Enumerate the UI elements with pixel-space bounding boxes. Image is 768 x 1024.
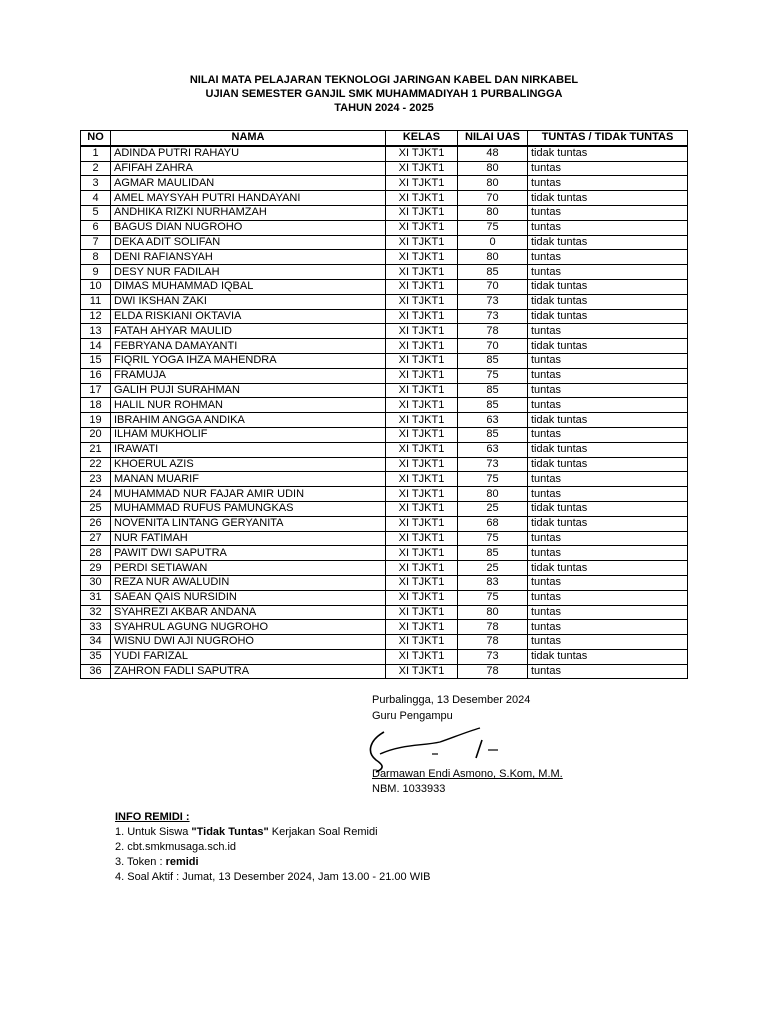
column-header-nilai: NILAI UAS <box>458 131 528 146</box>
cell-status: tidak tuntas <box>528 294 688 309</box>
info-item-4: 4. Soal Aktif : Jumat, 13 Desember 2024, Jam 13.00 - 21.00 WIB <box>115 871 431 883</box>
info-remidi <box>115 810 431 885</box>
table-row <box>81 427 688 442</box>
cell-nama: FRAMUJA <box>111 368 386 383</box>
cell-kelas: XI TJKT1 <box>386 664 458 679</box>
cell-nilai: 80 <box>458 176 528 191</box>
table-row <box>81 501 688 516</box>
cell-nilai: 85 <box>458 398 528 413</box>
cell-nama: FATAH AHYAR MAULID <box>111 324 386 339</box>
table-row <box>81 265 688 280</box>
cell-nilai: 85 <box>458 265 528 280</box>
cell-nilai: 73 <box>458 294 528 309</box>
cell-kelas: XI TJKT1 <box>386 368 458 383</box>
cell-nilai: 73 <box>458 309 528 324</box>
info-item-3 <box>115 855 431 870</box>
cell-status: tuntas <box>528 176 688 191</box>
cell-kelas: XI TJKT1 <box>386 531 458 546</box>
column-header-kelas: KELAS <box>386 131 458 146</box>
cell-nilai: 75 <box>458 531 528 546</box>
cell-status: tidak tuntas <box>528 339 688 354</box>
cell-nama: SAEAN QAIS NURSIDIN <box>111 590 386 605</box>
cell-nama: PERDI SETIAWAN <box>111 561 386 576</box>
cell-kelas: XI TJKT1 <box>386 427 458 442</box>
cell-status: tuntas <box>528 383 688 398</box>
cell-nama: MANAN MUARIF <box>111 472 386 487</box>
info-item-2: 2. cbt.smkmusaga.sch.id <box>115 841 237 853</box>
cell-kelas: XI TJKT1 <box>386 191 458 206</box>
cell-status: tuntas <box>528 161 688 176</box>
cell-nilai: 85 <box>458 383 528 398</box>
cell-nilai: 48 <box>458 146 528 161</box>
cell-kelas: XI TJKT1 <box>386 546 458 561</box>
cell-nama: KHOERUL AZIS <box>111 457 386 472</box>
cell-kelas: XI TJKT1 <box>386 235 458 250</box>
cell-no: 17 <box>81 383 111 398</box>
info-item-1-bold: "Tidak Tuntas" <box>191 826 269 838</box>
cell-nama: ZAHRON FADLI SAPUTRA <box>111 664 386 679</box>
cell-nilai: 75 <box>458 472 528 487</box>
cell-status: tuntas <box>528 324 688 339</box>
cell-nilai: 63 <box>458 442 528 457</box>
table-row <box>81 146 688 161</box>
table-row <box>81 605 688 620</box>
cell-kelas: XI TJKT1 <box>386 457 458 472</box>
table-row <box>81 383 688 398</box>
cell-status: tuntas <box>528 472 688 487</box>
cell-nilai: 80 <box>458 205 528 220</box>
cell-no: 10 <box>81 279 111 294</box>
cell-no: 7 <box>81 235 111 250</box>
cell-no: 22 <box>81 457 111 472</box>
cell-kelas: XI TJKT1 <box>386 353 458 368</box>
cell-no: 18 <box>81 398 111 413</box>
cell-nilai: 75 <box>458 590 528 605</box>
cell-nama: AMEL MAYSYAH PUTRI HANDAYANI <box>111 191 386 206</box>
cell-nama: IBRAHIM ANGGA ANDIKA <box>111 413 386 428</box>
cell-nilai: 80 <box>458 161 528 176</box>
cell-status: tuntas <box>528 664 688 679</box>
cell-nama: DIMAS MUHAMMAD IQBAL <box>111 279 386 294</box>
cell-status: tuntas <box>528 575 688 590</box>
cell-status: tuntas <box>528 220 688 235</box>
signature-nbm: NBM. 1033933 <box>372 783 446 795</box>
cell-nilai: 73 <box>458 649 528 664</box>
table-row <box>81 235 688 250</box>
cell-kelas: XI TJKT1 <box>386 487 458 502</box>
cell-nilai: 83 <box>458 575 528 590</box>
cell-status: tuntas <box>528 620 688 635</box>
cell-nilai: 70 <box>458 279 528 294</box>
cell-status: tuntas <box>528 368 688 383</box>
cell-kelas: XI TJKT1 <box>386 590 458 605</box>
cell-nama: IRAWATI <box>111 442 386 457</box>
cell-kelas: XI TJKT1 <box>386 575 458 590</box>
cell-no: 26 <box>81 516 111 531</box>
cell-kelas: XI TJKT1 <box>386 161 458 176</box>
table-row <box>81 398 688 413</box>
cell-nilai: 78 <box>458 635 528 650</box>
table-row <box>81 487 688 502</box>
cell-nilai: 75 <box>458 220 528 235</box>
cell-kelas: XI TJKT1 <box>386 279 458 294</box>
cell-nama: NUR FATIMAH <box>111 531 386 546</box>
table-row <box>81 294 688 309</box>
cell-status: tidak tuntas <box>528 146 688 161</box>
table-header-row <box>81 131 688 146</box>
cell-nama: FEBRYANA DAMAYANTI <box>111 339 386 354</box>
cell-no: 24 <box>81 487 111 502</box>
table-row <box>81 309 688 324</box>
column-header-nama: NAMA <box>111 131 386 146</box>
cell-status: tuntas <box>528 487 688 502</box>
cell-status: tidak tuntas <box>528 235 688 250</box>
cell-status: tuntas <box>528 635 688 650</box>
cell-nama: SYAHRUL AGUNG NUGROHO <box>111 620 386 635</box>
cell-kelas: XI TJKT1 <box>386 620 458 635</box>
table-row <box>81 353 688 368</box>
cell-kelas: XI TJKT1 <box>386 383 458 398</box>
column-header-no: NO <box>81 131 111 146</box>
table-row <box>81 279 688 294</box>
cell-status: tuntas <box>528 590 688 605</box>
cell-nama: ANDHIKA RIZKI NURHAMZAH <box>111 205 386 220</box>
cell-nama: MUHAMMAD NUR FAJAR AMIR UDIN <box>111 487 386 502</box>
table-row <box>81 413 688 428</box>
cell-kelas: XI TJKT1 <box>386 146 458 161</box>
cell-status: tuntas <box>528 546 688 561</box>
cell-no: 13 <box>81 324 111 339</box>
cell-nama: PAWIT DWI SAPUTRA <box>111 546 386 561</box>
cell-no: 1 <box>81 146 111 161</box>
cell-status: tidak tuntas <box>528 191 688 206</box>
info-item-1-suffix: Kerjakan Soal Remidi <box>268 826 378 838</box>
cell-no: 33 <box>81 620 111 635</box>
cell-nilai: 78 <box>458 620 528 635</box>
table-row <box>81 472 688 487</box>
table-row <box>81 161 688 176</box>
cell-kelas: XI TJKT1 <box>386 561 458 576</box>
cell-status: tidak tuntas <box>528 279 688 294</box>
cell-kelas: XI TJKT1 <box>386 176 458 191</box>
table-row <box>81 442 688 457</box>
cell-kelas: XI TJKT1 <box>386 442 458 457</box>
table-row <box>81 457 688 472</box>
cell-nama: FIQRIL YOGA IHZA MAHENDRA <box>111 353 386 368</box>
table-row <box>81 205 688 220</box>
cell-kelas: XI TJKT1 <box>386 649 458 664</box>
cell-no: 16 <box>81 368 111 383</box>
cell-nama: ILHAM MUKHOLIF <box>111 427 386 442</box>
table-row <box>81 339 688 354</box>
cell-nilai: 78 <box>458 324 528 339</box>
cell-no: 4 <box>81 191 111 206</box>
cell-nama: ELDA RISKIANI OKTAVIA <box>111 309 386 324</box>
cell-no: 34 <box>81 635 111 650</box>
cell-no: 25 <box>81 501 111 516</box>
cell-nilai: 78 <box>458 664 528 679</box>
cell-no: 27 <box>81 531 111 546</box>
cell-nama: NOVENITA LINTANG GERYANITA <box>111 516 386 531</box>
cell-nilai: 68 <box>458 516 528 531</box>
cell-no: 20 <box>81 427 111 442</box>
cell-kelas: XI TJKT1 <box>386 220 458 235</box>
table-row <box>81 191 688 206</box>
cell-status: tidak tuntas <box>528 649 688 664</box>
cell-kelas: XI TJKT1 <box>386 250 458 265</box>
cell-nilai: 80 <box>458 487 528 502</box>
cell-kelas: XI TJKT1 <box>386 265 458 280</box>
cell-nilai: 70 <box>458 339 528 354</box>
cell-kelas: XI TJKT1 <box>386 413 458 428</box>
cell-status: tuntas <box>528 398 688 413</box>
cell-nama: BAGUS DIAN NUGROHO <box>111 220 386 235</box>
column-header-tuntas: TUNTAS / TIDAk TUNTAS <box>528 131 688 146</box>
cell-no: 11 <box>81 294 111 309</box>
cell-nama: DESY NUR FADILAH <box>111 265 386 280</box>
signature-role: Guru Pengampu <box>372 710 453 722</box>
cell-nilai: 75 <box>458 368 528 383</box>
table-row <box>81 664 688 679</box>
cell-kelas: XI TJKT1 <box>386 472 458 487</box>
cell-no: 5 <box>81 205 111 220</box>
cell-status: tidak tuntas <box>528 442 688 457</box>
cell-nama: DENI RAFIANSYAH <box>111 250 386 265</box>
signature-name: Darmawan Endi Asmono, S.Kom, M.M. <box>372 768 563 780</box>
signature-place-date: Purbalingga, 13 Desember 2024 <box>372 694 531 706</box>
info-item-1-prefix: 1. Untuk Siswa <box>115 826 192 838</box>
table-row <box>81 635 688 650</box>
cell-no: 36 <box>81 664 111 679</box>
cell-kelas: XI TJKT1 <box>386 605 458 620</box>
cell-no: 30 <box>81 575 111 590</box>
cell-no: 32 <box>81 605 111 620</box>
cell-no: 35 <box>81 649 111 664</box>
cell-kelas: XI TJKT1 <box>386 501 458 516</box>
document-subtitle: UJIAN SEMESTER GANJIL SMK MUHAMMADIYAH 1 PURBALINGGA <box>205 88 563 100</box>
cell-status: tuntas <box>528 353 688 368</box>
cell-nama: DWI IKSHAN ZAKI <box>111 294 386 309</box>
info-item-3-bold: remidi <box>165 856 199 868</box>
cell-no: 29 <box>81 561 111 576</box>
cell-status: tuntas <box>528 250 688 265</box>
table-row <box>81 575 688 590</box>
cell-kelas: XI TJKT1 <box>386 309 458 324</box>
cell-status: tuntas <box>528 205 688 220</box>
info-heading: INFO REMIDI : <box>115 811 190 823</box>
cell-no: 19 <box>81 413 111 428</box>
table-row <box>81 561 688 576</box>
table-row <box>81 250 688 265</box>
table-row <box>81 516 688 531</box>
cell-status: tidak tuntas <box>528 309 688 324</box>
table-row <box>81 620 688 635</box>
cell-nilai: 73 <box>458 457 528 472</box>
cell-nilai: 25 <box>458 561 528 576</box>
grades-table <box>80 130 688 679</box>
cell-no: 28 <box>81 546 111 561</box>
table-body <box>81 146 688 679</box>
document-year: TAHUN 2024 - 2025 <box>334 102 434 114</box>
cell-status: tidak tuntas <box>528 561 688 576</box>
cell-nama: DEKA ADIT SOLIFAN <box>111 235 386 250</box>
table-row <box>81 590 688 605</box>
table-row <box>81 176 688 191</box>
table-row <box>81 368 688 383</box>
cell-nama: SYAHREZI AKBAR ANDANA <box>111 605 386 620</box>
cell-no: 2 <box>81 161 111 176</box>
cell-no: 3 <box>81 176 111 191</box>
cell-nama: HALIL NUR ROHMAN <box>111 398 386 413</box>
cell-nama: REZA NUR AWALUDIN <box>111 575 386 590</box>
cell-nama: YUDI FARIZAL <box>111 649 386 664</box>
cell-status: tidak tuntas <box>528 501 688 516</box>
cell-nilai: 85 <box>458 546 528 561</box>
cell-nilai: 70 <box>458 191 528 206</box>
table-row <box>81 324 688 339</box>
cell-nilai: 85 <box>458 427 528 442</box>
cell-no: 6 <box>81 220 111 235</box>
cell-nilai: 25 <box>458 501 528 516</box>
cell-no: 15 <box>81 353 111 368</box>
cell-status: tuntas <box>528 427 688 442</box>
table-row <box>81 546 688 561</box>
cell-kelas: XI TJKT1 <box>386 294 458 309</box>
cell-status: tidak tuntas <box>528 413 688 428</box>
info-item-3-prefix: 3. Token : <box>115 856 166 868</box>
cell-status: tuntas <box>528 605 688 620</box>
cell-nama: AFIFAH ZAHRA <box>111 161 386 176</box>
cell-nama: ADINDA PUTRI RAHAYU <box>111 146 386 161</box>
table-row <box>81 220 688 235</box>
cell-nama: GALIH PUJI SURAHMAN <box>111 383 386 398</box>
cell-no: 21 <box>81 442 111 457</box>
table-row <box>81 649 688 664</box>
table-row <box>81 531 688 546</box>
cell-status: tidak tuntas <box>528 457 688 472</box>
info-item-1 <box>115 825 431 840</box>
cell-kelas: XI TJKT1 <box>386 324 458 339</box>
cell-nilai: 0 <box>458 235 528 250</box>
cell-kelas: XI TJKT1 <box>386 398 458 413</box>
cell-nama: WISNU DWI AJI NUGROHO <box>111 635 386 650</box>
cell-status: tuntas <box>528 265 688 280</box>
cell-nilai: 63 <box>458 413 528 428</box>
cell-no: 14 <box>81 339 111 354</box>
cell-kelas: XI TJKT1 <box>386 516 458 531</box>
cell-no: 12 <box>81 309 111 324</box>
cell-no: 31 <box>81 590 111 605</box>
cell-no: 8 <box>81 250 111 265</box>
cell-no: 23 <box>81 472 111 487</box>
cell-nama: MUHAMMAD RUFUS PAMUNGKAS <box>111 501 386 516</box>
cell-nama: AGMAR MAULIDAN <box>111 176 386 191</box>
cell-nilai: 80 <box>458 250 528 265</box>
cell-kelas: XI TJKT1 <box>386 635 458 650</box>
cell-kelas: XI TJKT1 <box>386 205 458 220</box>
cell-nilai: 85 <box>458 353 528 368</box>
cell-kelas: XI TJKT1 <box>386 339 458 354</box>
cell-status: tidak tuntas <box>528 516 688 531</box>
cell-status: tuntas <box>528 531 688 546</box>
cell-no: 9 <box>81 265 111 280</box>
document-title: NILAI MATA PELAJARAN TEKNOLOGI JARINGAN KABEL DAN NIRKABEL <box>189 74 579 86</box>
cell-nilai: 80 <box>458 605 528 620</box>
